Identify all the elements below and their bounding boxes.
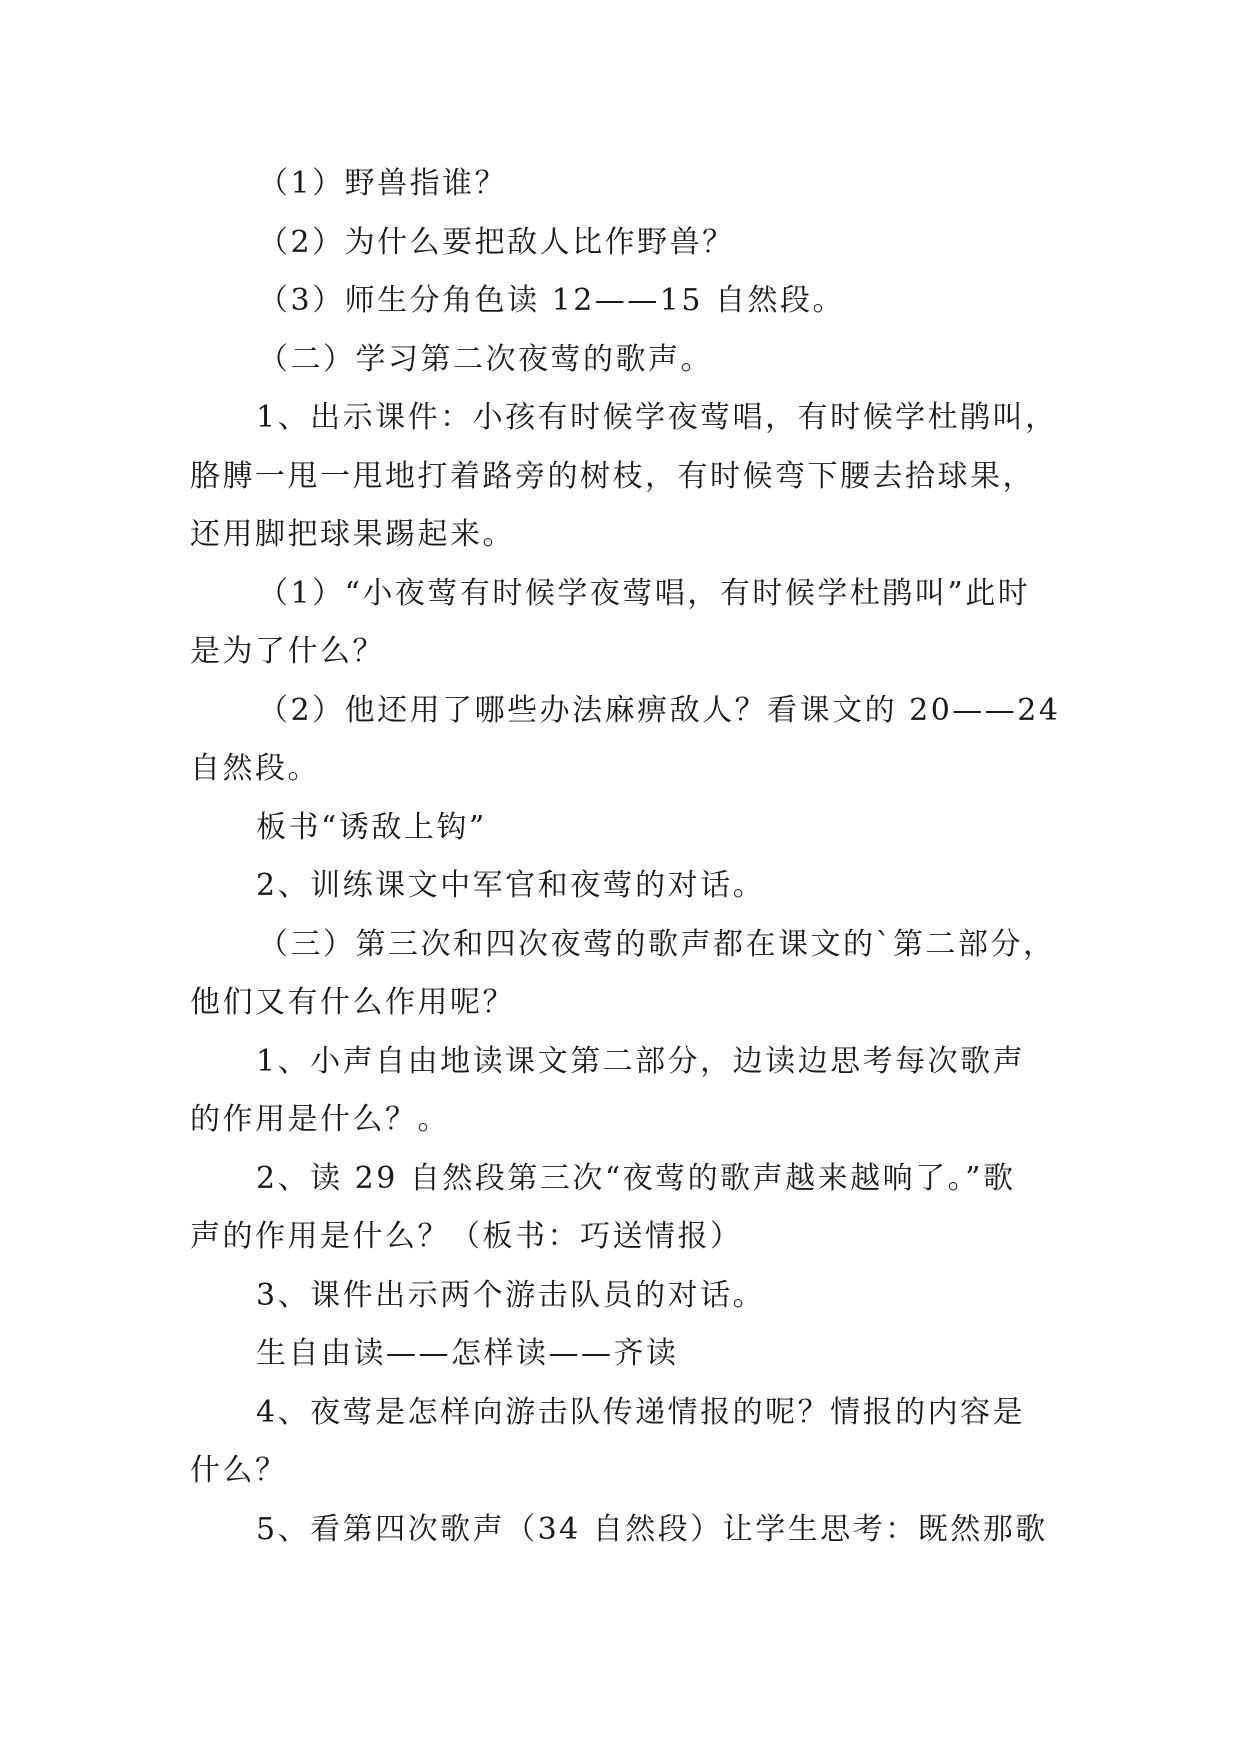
text-line: 自然段。 — [190, 751, 320, 786]
text-line: 2、读 29 自然段第三次“夜莺的歌声越来越响了。”歌 — [256, 1160, 1016, 1196]
text-line: 2、训练课文中军官和夜莺的对话。 — [256, 868, 766, 903]
text-line: 3、课件出示两个游击队员的对话。 — [256, 1277, 766, 1313]
text-line: 1、小声自由地读课文第二部分，边读边思考每次歌声 — [256, 1043, 1026, 1079]
text-line: 板书“诱敌上钩” — [256, 809, 487, 845]
section-heading: （三）第三次和四次夜莺的歌声都在课文的`第二部分， — [258, 926, 1056, 962]
text-line: 是为了什么？ — [190, 634, 385, 669]
text-line: （2）他还用了哪些办法麻痹敌人？看课文的 20——24 — [258, 692, 1061, 728]
text-line: 4、夜莺是怎样向游击队传递情报的呢？情报的内容是 — [256, 1394, 1026, 1430]
text-line: 声的作用是什么？（板书：巧送情报） — [190, 1219, 743, 1254]
text-line: （1）野兽指谁？ — [258, 166, 508, 201]
text-line: 还用脚把球果踢起来。 — [190, 517, 515, 552]
text-line: 的作用是什么？。 — [190, 1102, 450, 1137]
text-line: 他们又有什么作用呢？ — [190, 985, 515, 1020]
text-line: 5、看第四次歌声（34 自然段）让学生思考：既然那歌 — [256, 1511, 1048, 1547]
text-line: 胳膊一甩一甩地打着路旁的树枝，有时候弯下腰去拾球果， — [190, 458, 1035, 494]
text-line: （2）为什么要把敌人比作野兽？ — [258, 224, 735, 260]
text-line: （1）“小夜莺有时候学夜莺唱，有时候学杜鹃叫”此时 — [258, 575, 1031, 611]
text-line: 1、出示课件：小孩有时候学夜莺唱，有时候学杜鹃叫， — [256, 400, 1058, 435]
text-line: （3）师生分角色读 12——15 自然段。 — [258, 283, 846, 318]
text-line: 生自由读——怎样读——齐读 — [256, 1336, 679, 1371]
document-body — [190, 155, 1061, 1559]
text-line: 什么？ — [190, 1453, 288, 1488]
section-heading: （二）学习第二次夜莺的歌声。 — [258, 341, 713, 377]
